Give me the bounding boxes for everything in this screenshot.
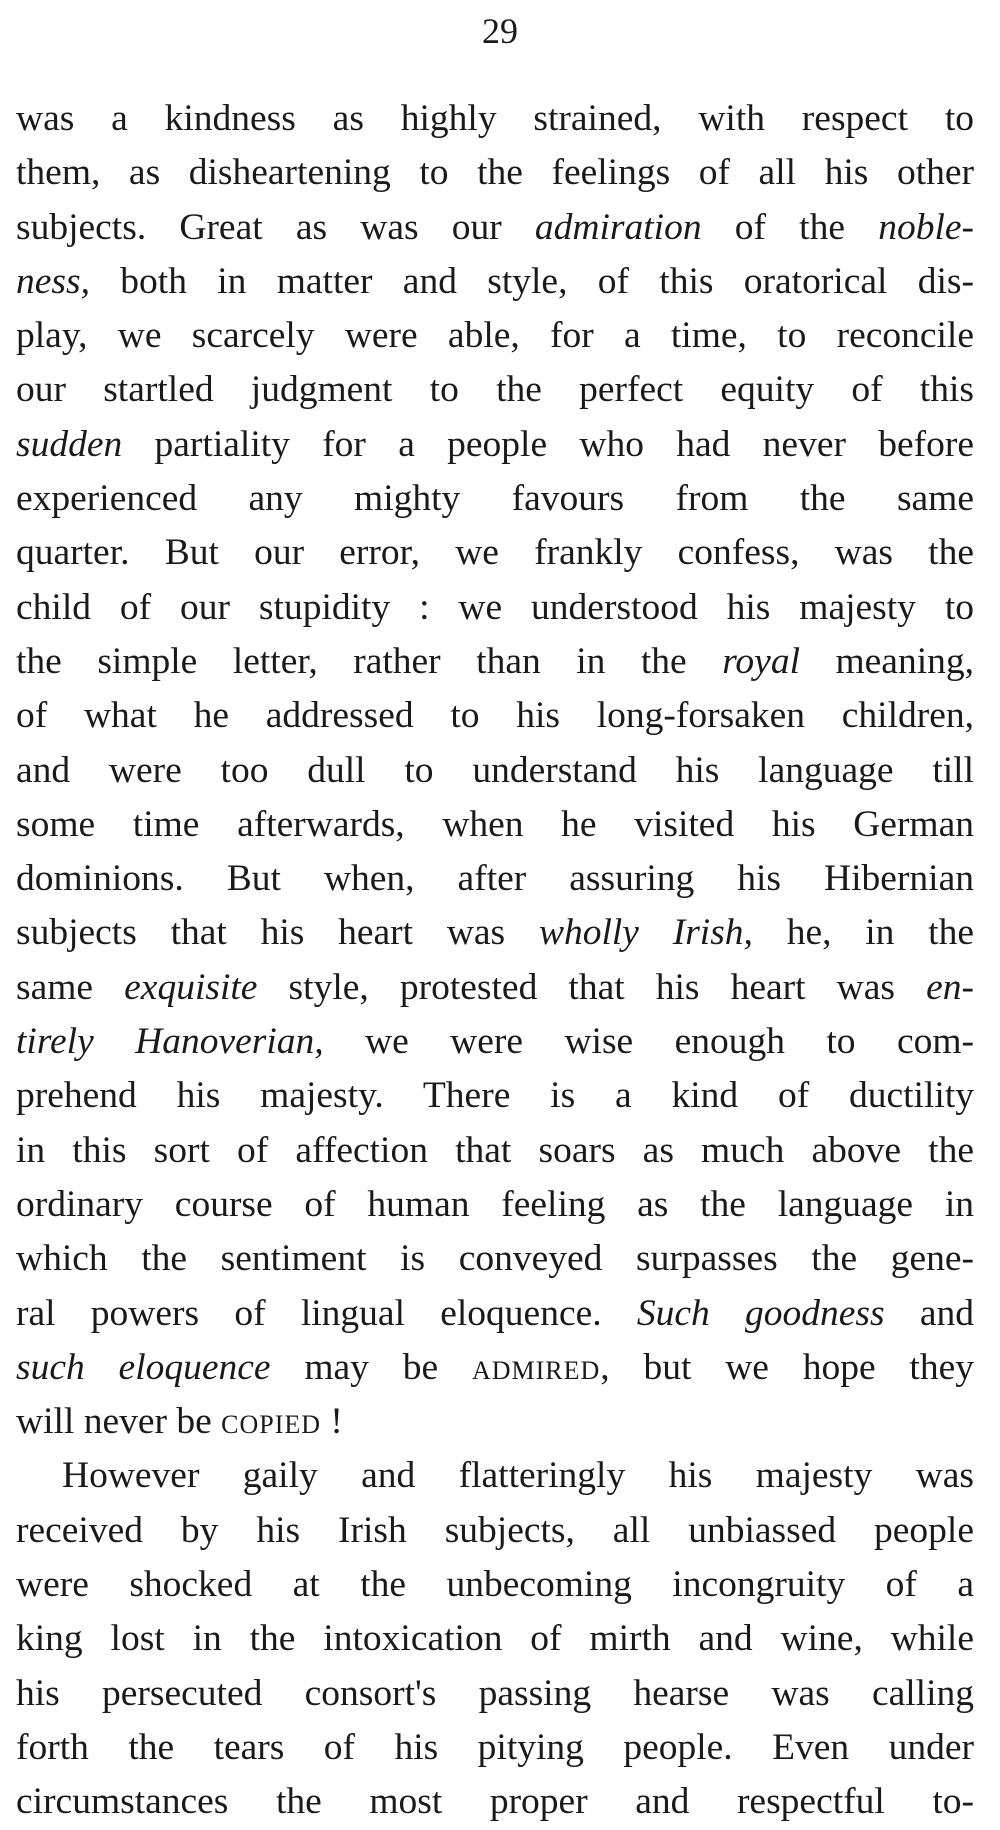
small-caps-text: copied (221, 1401, 322, 1443)
italic-text: such eloquence (16, 1346, 271, 1388)
text-line (16, 1178, 974, 1232)
text-line (16, 472, 974, 526)
text-run: may be (270, 1346, 472, 1388)
text-run: of what he addressed to his long-forsaken children, (16, 695, 974, 737)
text-run: play, we scarcely were able, for a time, to reconcile (16, 315, 974, 357)
text-line (16, 1287, 974, 1341)
text-line (16, 906, 974, 960)
italic-text: en- (926, 966, 974, 1008)
text-line (16, 635, 974, 689)
text-run: was a kindness as highly strained, with respect to (16, 98, 974, 139)
text-run: them, as disheartening to the feelings of all his other (16, 152, 974, 194)
text-run: experienced any mighty favours from the same (16, 478, 974, 520)
text-line (16, 1069, 974, 1123)
text-run: ral powers of lingual eloquence. (16, 1292, 637, 1334)
text-line (16, 689, 974, 743)
text-line (16, 92, 974, 146)
text-run: However gaily and flatteringly his majesty was (62, 1455, 974, 1497)
text-run: quarter. But our error, we frankly confess, was the (16, 532, 974, 574)
italic-text: wholly Irish, (538, 912, 753, 954)
italic-text: exquisite (124, 966, 258, 1008)
text-run: partiality for a people who had never before (122, 423, 974, 465)
text-run: ! (321, 1401, 343, 1443)
text-line (16, 1015, 974, 1069)
text-run: his persecuted consort's passing hearse was calling (16, 1672, 974, 1714)
text-line (16, 255, 974, 309)
text-line (16, 418, 974, 472)
italic-text: royal (722, 640, 800, 682)
text-line (16, 1775, 974, 1829)
text-run: same (16, 966, 125, 1008)
text-line (16, 961, 974, 1015)
text-line (16, 201, 974, 255)
text-run: king lost in the intoxication of mirth and wine, while (16, 1618, 974, 1660)
italic-text: sudden (16, 423, 123, 465)
text-run: some time afterwards, when he visited his German (16, 803, 974, 845)
text-run: circumstances the most proper and respectful to- (16, 1781, 974, 1823)
text-run: which the sentiment is conveyed surpasses the gene- (16, 1238, 974, 1280)
small-caps-text: admired (471, 1346, 601, 1388)
text-run: , but we hope they (600, 1346, 974, 1388)
text-run: subjects that his heart was (16, 912, 539, 954)
text-run: subjects. Great as was our (16, 206, 535, 248)
text-line (16, 363, 974, 417)
italic-text: tirely Hanoverian, (16, 1021, 324, 1063)
text-line (16, 1395, 974, 1449)
text-run: he, in the (752, 912, 974, 954)
text-run: the simple letter, rather than in the (16, 640, 723, 682)
text-line (16, 1612, 974, 1666)
text-run: dominions. But when, after assuring his Hibernian (16, 858, 974, 900)
italic-text: admiration (534, 206, 702, 248)
text-line (16, 526, 974, 580)
text-line (16, 581, 974, 635)
text-line (16, 1124, 974, 1178)
text-run: will never be (16, 1401, 222, 1443)
italic-text: noble- (878, 206, 974, 248)
text-run: ordinary course of human feeling as the language in (16, 1183, 974, 1225)
text-run: and (884, 1292, 974, 1334)
text-run: prehend his majesty. There is a kind of ductility (16, 1075, 974, 1117)
text-line (16, 1667, 974, 1721)
text-line (16, 1558, 974, 1612)
text-line (16, 309, 974, 363)
text-line (16, 1232, 974, 1286)
text-run: and were too dull to understand his language till (16, 749, 974, 791)
text-run: of the (701, 206, 879, 248)
text-line (16, 798, 974, 852)
text-run: style, protested that his heart was (257, 966, 927, 1008)
text-run: forth the tears of his pitying people. Even under (16, 1726, 974, 1768)
page-number: 29 (482, 11, 518, 51)
italic-text: Such goodness (636, 1292, 885, 1334)
italic-text: ness, (16, 260, 90, 302)
text-run: received by his Irish subjects, all unbiassed people (16, 1509, 974, 1551)
text-run: were shocked at the unbecoming incongruity of a (16, 1564, 974, 1606)
text-line (16, 1449, 974, 1503)
text-run: we were wise enough to com- (323, 1021, 974, 1063)
text-line (16, 1504, 974, 1558)
text-line (16, 852, 974, 906)
text-line (16, 146, 974, 200)
text-run: both in matter and style, of this oratorical dis- (89, 260, 974, 302)
text-run: in this sort of affection that soars as much above the (16, 1129, 974, 1171)
text-line (16, 1341, 974, 1395)
body-text (16, 92, 974, 1830)
text-run: meaning, (799, 640, 974, 682)
text-run: our startled judgment to the perfect equity of this (16, 369, 974, 411)
text-line (16, 744, 974, 798)
text-run: child of our stupidity : we understood his majesty to (16, 586, 974, 628)
text-line (16, 1721, 974, 1775)
